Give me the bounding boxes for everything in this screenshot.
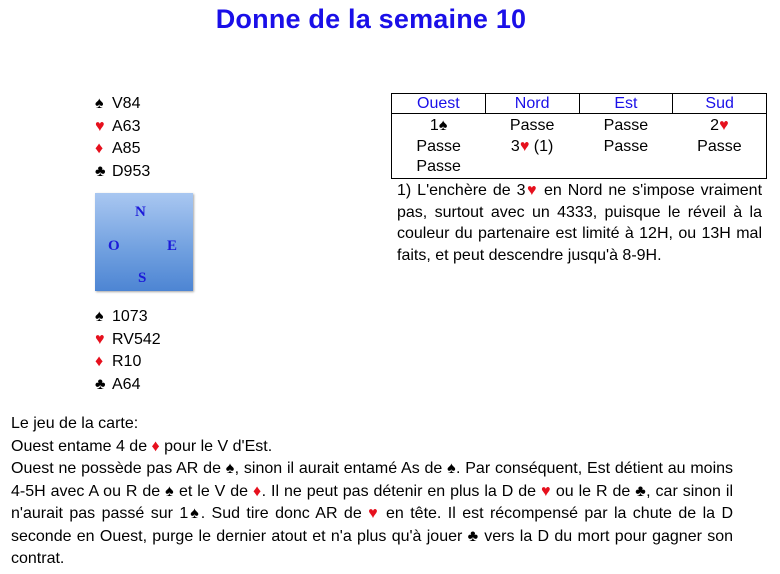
play-text: et le V de [174, 482, 254, 500]
header-east: Est [579, 94, 673, 114]
heart-icon: ♥ [525, 182, 539, 199]
spade-icon: ♠ [165, 482, 175, 500]
bidding-row [392, 137, 767, 158]
page-title: Donne de la semaine 10 [215, 4, 527, 34]
south-hand [95, 306, 161, 396]
play-text: . Par conséquent, Est détient au moins 4-5H avec A ou R de [11, 460, 734, 500]
diamond-icon: ♦ [253, 482, 262, 500]
diamond-icon: ♦ [151, 437, 160, 455]
bidding-row [392, 114, 767, 137]
play-text: ou le R de [550, 482, 636, 500]
north-diamonds [95, 138, 150, 161]
header-west: Ouest [392, 94, 486, 114]
bid-text: 2 [710, 117, 720, 134]
diamond-icon: ♦ [95, 353, 104, 370]
heart-icon: ♥ [95, 117, 105, 135]
south-spades-cards: 1073 [112, 308, 148, 325]
spade-icon: ♠ [95, 95, 104, 112]
note-text: en Nord ne s'impose vraiment pas, surtout avec un 4333, puisque le réveil à la couleur du partenaire est limité à 12H, ou 13H mal faits, et peut descendre jusqu'à 8-9H. [397, 182, 763, 264]
north-diamonds-cards: A85 [112, 140, 141, 157]
bidding-header-row [392, 94, 767, 114]
diamond-icon: ♦ [95, 140, 104, 157]
south-hearts-cards: RV542 [112, 330, 161, 348]
spade-icon: ♠ [225, 460, 235, 477]
heart-icon: ♥ [95, 330, 105, 348]
south-spades [95, 306, 161, 329]
south-clubs-cards: A64 [112, 375, 141, 393]
play-text: vers la D du mort pour gagner son contrat. [11, 527, 734, 567]
bid-cell [485, 157, 579, 178]
bidding-table [391, 93, 767, 179]
club-icon: ♣ [95, 375, 106, 393]
heart-icon: ♥ [368, 505, 380, 522]
play-text: . Sud tire donc AR de [200, 505, 369, 522]
club-icon: ♣ [467, 527, 479, 545]
play-text: Ouest entame 4 de [11, 437, 152, 455]
bid-cell: Passe [603, 117, 649, 134]
play-text: , sinon il aurait entamé As de [234, 460, 448, 477]
spade-icon: ♠ [95, 308, 104, 325]
spade-icon: ♠ [188, 505, 201, 522]
bid-cell [673, 114, 767, 137]
north-hearts-cards: A63 [112, 117, 141, 135]
note-text: 1) L'enchère de 3 [397, 182, 526, 199]
card-play-section [11, 413, 733, 571]
note-marker: (1) [529, 137, 554, 155]
compass-box [95, 193, 193, 291]
north-hand [95, 93, 150, 183]
compass-east: E [167, 238, 178, 254]
bid-text: 3 [510, 137, 520, 155]
bid-cell: Passe [673, 137, 767, 158]
north-clubs [95, 161, 150, 184]
bid-cell [485, 137, 579, 158]
spade-icon: ♠ [447, 460, 456, 477]
bid-cell [392, 114, 486, 137]
bidding-footnote [397, 180, 762, 266]
heart-icon: ♥ [719, 117, 729, 134]
north-spades [95, 93, 150, 116]
north-clubs-cards: D953 [112, 162, 151, 180]
bidding-row [392, 157, 767, 178]
bid-cell [673, 157, 767, 178]
play-text: en tête. Il est récompensé par la chute de la D seconde en Ouest, purge le dernier atout et n'a plus qu'à jouer [11, 505, 733, 545]
play-text: , car sinon il n'aurait pas passé sur 1 [11, 482, 733, 522]
south-hearts [95, 329, 161, 352]
compass-south: S [138, 270, 147, 286]
bid-cell: Passe [392, 137, 486, 158]
heart-icon: ♥ [519, 137, 530, 155]
compass-north: N [135, 204, 146, 220]
heart-icon: ♥ [540, 482, 551, 500]
bid-cell: Passe [603, 137, 649, 155]
north-hearts [95, 116, 150, 139]
play-opening-lead [11, 436, 733, 459]
south-diamonds-cards: R10 [112, 353, 142, 370]
bid-cell: Passe [392, 157, 486, 178]
south-diamonds [95, 351, 161, 374]
north-spades-cards: V84 [112, 95, 141, 112]
header-south: Sud [673, 94, 767, 114]
club-icon: ♣ [635, 482, 647, 500]
play-heading: Le jeu de la carte: [11, 415, 139, 432]
bid-cell [579, 157, 673, 178]
bid-text: 1 [429, 117, 439, 134]
play-text: Ouest ne possède pas AR de [11, 460, 226, 477]
south-clubs [95, 374, 161, 397]
club-icon: ♣ [95, 162, 106, 180]
compass-west: O [108, 238, 120, 254]
play-text: pour le V d'Est. [159, 437, 273, 455]
play-text: . Il ne peut pas détenir en plus la D de [261, 482, 541, 500]
play-analysis [11, 458, 733, 571]
header-north: Nord [485, 94, 579, 114]
bid-cell: Passe [509, 117, 555, 134]
spade-icon: ♠ [438, 117, 448, 134]
